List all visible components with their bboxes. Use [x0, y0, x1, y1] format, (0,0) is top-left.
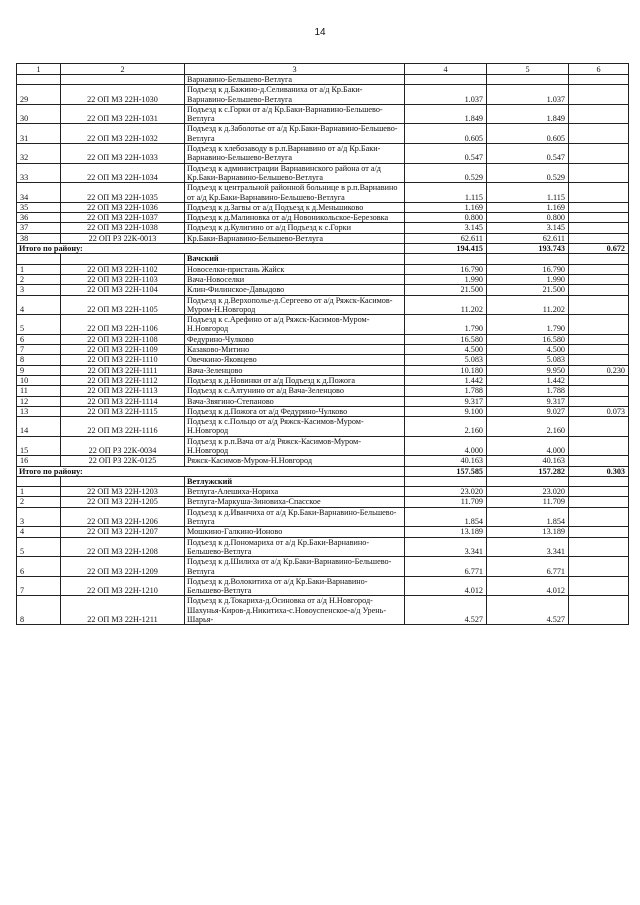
table-row	[17, 436, 629, 456]
district-total-value: 0.672	[569, 244, 629, 254]
road-id-cell	[61, 75, 185, 85]
empty-cell	[17, 254, 61, 264]
length-total-cell: 3.145	[405, 223, 487, 233]
row-number-cell: 8	[17, 596, 61, 625]
length-paved-cell: 1.442	[487, 375, 569, 385]
length-other-cell	[569, 456, 629, 466]
length-other-cell	[569, 557, 629, 577]
table-row	[17, 295, 629, 315]
column-number-header: 6	[569, 64, 629, 75]
length-total-cell: 1.442	[405, 375, 487, 385]
row-number-cell: 8	[17, 355, 61, 365]
row-number-cell: 3	[17, 285, 61, 295]
road-name-cell: Новоселки-пристань Жайск	[185, 264, 405, 274]
length-total-cell: 9.100	[405, 406, 487, 416]
row-number-cell: 3	[17, 507, 61, 527]
length-other-cell	[569, 345, 629, 355]
length-paved-cell: 1.990	[487, 274, 569, 284]
column-number-header: 1	[17, 64, 61, 75]
empty-cell	[61, 254, 185, 264]
table-row	[17, 124, 629, 144]
row-number-cell	[17, 75, 61, 85]
road-id-cell: 22 ОП РЗ 22К-0034	[61, 436, 185, 456]
length-paved-cell: 4.000	[487, 436, 569, 456]
road-id-cell: 22 ОП МЗ 22Н-1105	[61, 295, 185, 315]
road-name-cell: Ветлуга-Маркуша-Зиновиха-Спасское	[185, 497, 405, 507]
length-other-cell	[569, 295, 629, 315]
road-name-cell: Варнавино-Бельшево-Ветлуга	[185, 75, 405, 85]
length-other-cell	[569, 334, 629, 344]
empty-cell	[17, 476, 61, 486]
length-total-cell: 1.990	[405, 274, 487, 284]
page-number: 14	[314, 27, 326, 38]
table-row	[17, 334, 629, 344]
row-number-cell: 11	[17, 386, 61, 396]
district-section-row	[17, 254, 629, 264]
district-total-value: 157.585	[405, 466, 487, 476]
road-name-cell: Овечкино-Яковцево	[185, 355, 405, 365]
row-number-cell: 1	[17, 264, 61, 274]
table-row	[17, 527, 629, 537]
length-total-cell: 2.160	[405, 417, 487, 437]
row-number-cell: 5	[17, 315, 61, 335]
road-name-cell: Казаково-Митино	[185, 345, 405, 355]
length-other-cell	[569, 396, 629, 406]
row-number-cell: 6	[17, 334, 61, 344]
length-total-cell: 1.854	[405, 507, 487, 527]
table-body	[17, 64, 629, 625]
length-total-cell: 1.790	[405, 315, 487, 335]
length-total-cell: 10.180	[405, 365, 487, 375]
district-total-row	[17, 244, 629, 254]
row-number-cell: 9	[17, 365, 61, 375]
length-other-cell	[569, 386, 629, 396]
length-other-cell	[569, 417, 629, 437]
length-other-cell	[569, 436, 629, 456]
length-paved-cell: 0.800	[487, 213, 569, 223]
length-paved-cell: 1.849	[487, 104, 569, 124]
road-id-cell: 22 ОП МЗ 22Н-1106	[61, 315, 185, 335]
road-id-cell: 22 ОП МЗ 22Н-1032	[61, 124, 185, 144]
length-other-cell	[569, 144, 629, 164]
road-name-cell: Подъезд к с.Польцо от а/д Ряжск-Касимов-Муром-Н.Новгород	[185, 417, 405, 437]
length-paved-cell	[487, 75, 569, 85]
road-name-cell: Ряжск-Касимов-Муром-Н.Новгород	[185, 456, 405, 466]
length-paved-cell: 1.790	[487, 315, 569, 335]
row-number-cell: 37	[17, 223, 61, 233]
column-number-header: 2	[61, 64, 185, 75]
road-id-cell: 22 ОП МЗ 22Н-1205	[61, 497, 185, 507]
length-paved-cell: 2.160	[487, 417, 569, 437]
length-total-cell: 13.189	[405, 527, 487, 537]
empty-cell	[569, 476, 629, 486]
length-total-cell	[405, 75, 487, 85]
length-total-cell: 0.800	[405, 213, 487, 223]
row-number-cell: 2	[17, 274, 61, 284]
table-row	[17, 315, 629, 335]
length-other-cell	[569, 527, 629, 537]
table-row	[17, 285, 629, 295]
row-number-cell: 32	[17, 144, 61, 164]
table-row	[17, 537, 629, 557]
row-number-cell: 38	[17, 233, 61, 243]
road-id-cell: 22 ОП МЗ 22Н-1035	[61, 183, 185, 203]
empty-cell	[405, 254, 487, 264]
table-row	[17, 375, 629, 385]
table-row	[17, 417, 629, 437]
length-other-cell	[569, 576, 629, 596]
road-id-cell: 22 ОП МЗ 22Н-1036	[61, 202, 185, 212]
length-paved-cell: 13.189	[487, 527, 569, 537]
row-number-cell: 14	[17, 417, 61, 437]
road-id-cell: 22 ОП МЗ 22Н-1209	[61, 557, 185, 577]
road-id-cell: 22 ОП МЗ 22Н-1033	[61, 144, 185, 164]
row-number-cell: 13	[17, 406, 61, 416]
length-paved-cell: 0.605	[487, 124, 569, 144]
road-name-cell: Подъезд к д.Иванчиха от а/д Кр.Баки-Варнавино-Бельшево-Ветлуга	[185, 507, 405, 527]
road-id-cell: 22 ОП МЗ 22Н-1108	[61, 334, 185, 344]
table-row	[17, 75, 629, 85]
district-name: Вачский	[185, 254, 405, 264]
row-number-cell: 31	[17, 124, 61, 144]
length-other-cell	[569, 285, 629, 295]
road-name-cell: Вача-Новоселки	[185, 274, 405, 284]
length-other-cell	[569, 213, 629, 223]
row-number-cell: 29	[17, 85, 61, 105]
length-other-cell	[569, 497, 629, 507]
district-total-value: 193.743	[487, 244, 569, 254]
length-total-cell: 6.771	[405, 557, 487, 577]
length-other-cell: 0.073	[569, 406, 629, 416]
empty-cell	[569, 254, 629, 264]
table-row	[17, 396, 629, 406]
road-id-cell: 22 ОП МЗ 22Н-1037	[61, 213, 185, 223]
length-other-cell	[569, 596, 629, 625]
road-name-cell: Подъезд к с.Алтунино от а/д Вача-Зеленцово	[185, 386, 405, 396]
road-name-cell: Кр.Баки-Варнавино-Бельшево-Ветлуга	[185, 233, 405, 243]
length-total-cell: 3.341	[405, 537, 487, 557]
length-total-cell: 16.580	[405, 334, 487, 344]
table-row	[17, 345, 629, 355]
length-paved-cell: 3.145	[487, 223, 569, 233]
length-total-cell: 4.527	[405, 596, 487, 625]
table-header-row	[17, 64, 629, 75]
empty-cell	[487, 254, 569, 264]
length-other-cell	[569, 264, 629, 274]
length-total-cell: 62.611	[405, 233, 487, 243]
length-paved-cell: 3.341	[487, 537, 569, 557]
district-total-label: Итого по району:	[17, 466, 405, 476]
length-paved-cell: 11.709	[487, 497, 569, 507]
table-row	[17, 576, 629, 596]
road-name-cell: Подъезд к с.Арефино от а/д Ряжск-Касимов-Муром-Н.Новгород	[185, 315, 405, 335]
road-name-cell: Подъезд к д.Токариха-д.Осиновка от а/д Н.Новгород-Шахунья-Киров-д.Никитиха-с.Новоуспенское-а/д Урень-Шарья-	[185, 596, 405, 625]
road-id-cell: 22 ОП МЗ 22Н-1210	[61, 576, 185, 596]
district-total-value: 157.282	[487, 466, 569, 476]
length-total-cell: 4.012	[405, 576, 487, 596]
row-number-cell: 7	[17, 345, 61, 355]
length-total-cell: 1.169	[405, 202, 487, 212]
table-row	[17, 365, 629, 375]
road-id-cell: 22 ОП МЗ 22Н-1207	[61, 527, 185, 537]
road-name-cell: Подъезд к д.Шилиха от а/д Кр.Баки-Варнавино-Бельшево-Ветлуга	[185, 557, 405, 577]
road-name-cell: Клин-Филинское-Давыдово	[185, 285, 405, 295]
road-id-cell: 22 ОП МЗ 22Н-1112	[61, 375, 185, 385]
table-row	[17, 202, 629, 212]
road-name-cell: Подъезд к д.Новинки от а/д Подъезд к д.Пожога	[185, 375, 405, 385]
row-number-cell: 10	[17, 375, 61, 385]
table-row	[17, 497, 629, 507]
road-name-cell: Подъезд к д.Загвы от а/д Подъезд к д.Меньшиково	[185, 202, 405, 212]
length-paved-cell: 4.500	[487, 345, 569, 355]
road-name-cell: Мошкино-Галкино-Ионово	[185, 527, 405, 537]
length-total-cell: 4.500	[405, 345, 487, 355]
table-row	[17, 596, 629, 625]
road-name-cell: Подъезд к д.Бажино-д.Селиваниха от а/д Кр.Баки-Варнавино-Бельшево-Ветлуга	[185, 85, 405, 105]
length-other-cell	[569, 124, 629, 144]
road-name-cell: Подъезд к д.Пожога от а/д Федурино-Чулково	[185, 406, 405, 416]
road-id-cell: 22 ОП РЗ 22К-0013	[61, 233, 185, 243]
row-number-cell: 36	[17, 213, 61, 223]
row-number-cell: 1	[17, 487, 61, 497]
length-paved-cell: 21.500	[487, 285, 569, 295]
road-id-cell: 22 ОП МЗ 22Н-1114	[61, 396, 185, 406]
length-other-cell	[569, 537, 629, 557]
table-row	[17, 85, 629, 105]
road-id-cell: 22 ОП МЗ 22Н-1038	[61, 223, 185, 233]
length-other-cell	[569, 355, 629, 365]
district-total-value: 0.303	[569, 466, 629, 476]
road-id-cell: 22 ОП МЗ 22Н-1103	[61, 274, 185, 284]
length-paved-cell: 9.317	[487, 396, 569, 406]
road-id-cell: 22 ОП МЗ 22Н-1206	[61, 507, 185, 527]
length-other-cell	[569, 233, 629, 243]
row-number-cell: 7	[17, 576, 61, 596]
road-id-cell: 22 ОП МЗ 22Н-1034	[61, 163, 185, 183]
road-name-cell: Вача-Звягино-Степаново	[185, 396, 405, 406]
length-paved-cell: 0.547	[487, 144, 569, 164]
length-total-cell: 16.790	[405, 264, 487, 274]
road-name-cell: Федурино-Чулково	[185, 334, 405, 344]
table-row	[17, 487, 629, 497]
length-paved-cell: 40.163	[487, 456, 569, 466]
column-number-header: 4	[405, 64, 487, 75]
table-row	[17, 355, 629, 365]
empty-cell	[405, 476, 487, 486]
road-id-cell: 22 ОП МЗ 22Н-1104	[61, 285, 185, 295]
length-paved-cell: 1.854	[487, 507, 569, 527]
table-row	[17, 233, 629, 243]
road-name-cell: Подъезд к д.Кулигино от а/д Подъезд к с.Горки	[185, 223, 405, 233]
length-total-cell: 0.529	[405, 163, 487, 183]
length-other-cell	[569, 183, 629, 203]
length-paved-cell: 1.169	[487, 202, 569, 212]
row-number-cell: 4	[17, 527, 61, 537]
road-id-cell: 22 ОП МЗ 22Н-1211	[61, 596, 185, 625]
row-number-cell: 12	[17, 396, 61, 406]
table-row	[17, 386, 629, 396]
length-other-cell	[569, 315, 629, 335]
road-id-cell: 22 ОП МЗ 22Н-1116	[61, 417, 185, 437]
row-number-cell: 34	[17, 183, 61, 203]
district-name: Ветлужский	[185, 476, 405, 486]
length-paved-cell: 1.788	[487, 386, 569, 396]
table-row	[17, 223, 629, 233]
road-id-cell: 22 ОП РЗ 22К-0125	[61, 456, 185, 466]
table-row	[17, 456, 629, 466]
road-name-cell: Подъезд к администрации Варнавинского района от а/д Кр.Баки-Варнавино-Бельшево-Ветлуга	[185, 163, 405, 183]
length-paved-cell: 11.202	[487, 295, 569, 315]
length-paved-cell: 1.115	[487, 183, 569, 203]
table-row	[17, 406, 629, 416]
length-other-cell	[569, 163, 629, 183]
length-total-cell: 5.083	[405, 355, 487, 365]
road-registry-table	[16, 63, 629, 625]
length-paved-cell: 23.020	[487, 487, 569, 497]
length-total-cell: 1.037	[405, 85, 487, 105]
row-number-cell: 5	[17, 537, 61, 557]
road-id-cell: 22 ОП МЗ 22Н-1031	[61, 104, 185, 124]
road-name-cell: Подъезд к д.Пономариха от а/д Кр.Баки-Варнавино-Бельшево-Ветлуга	[185, 537, 405, 557]
table-row	[17, 213, 629, 223]
length-total-cell: 0.547	[405, 144, 487, 164]
road-id-cell: 22 ОП МЗ 22Н-1208	[61, 537, 185, 557]
length-other-cell	[569, 274, 629, 284]
length-paved-cell: 9.950	[487, 365, 569, 375]
row-number-cell: 4	[17, 295, 61, 315]
district-total-row	[17, 466, 629, 476]
length-total-cell: 23.020	[405, 487, 487, 497]
length-other-cell	[569, 75, 629, 85]
table-row	[17, 163, 629, 183]
length-paved-cell: 5.083	[487, 355, 569, 365]
column-number-header: 3	[185, 64, 405, 75]
road-name-cell: Ветлуга-Алешиха-Нориха	[185, 487, 405, 497]
road-name-cell: Подъезд к с.Горки от а/д Кр.Баки-Варнавино-Бельшево-Ветлуга	[185, 104, 405, 124]
length-other-cell	[569, 507, 629, 527]
row-number-cell: 35	[17, 202, 61, 212]
road-id-cell: 22 ОП МЗ 22Н-1113	[61, 386, 185, 396]
road-name-cell: Подъезд к д.Волокитиха от а/д Кр.Баки-Варнавино-Бельшево-Ветлуга	[185, 576, 405, 596]
empty-cell	[61, 476, 185, 486]
table-row	[17, 183, 629, 203]
road-name-cell: Подъезд к д.Заболотье от а/д Кр.Баки-Варнавино-Бельшево-Ветлуга	[185, 124, 405, 144]
table-row	[17, 557, 629, 577]
length-total-cell: 40.163	[405, 456, 487, 466]
road-id-cell: 22 ОП МЗ 22Н-1030	[61, 85, 185, 105]
length-paved-cell: 1.037	[487, 85, 569, 105]
road-name-cell: Подъезд к д.Верхополье-д.Сергеево от а/д Ряжск-Касимов-Муром-Н.Новгород	[185, 295, 405, 315]
road-name-cell: Подъезд к р.п.Вача от а/д Ряжск-Касимов-Муром-Н.Новгород	[185, 436, 405, 456]
length-paved-cell: 16.790	[487, 264, 569, 274]
row-number-cell: 30	[17, 104, 61, 124]
length-other-cell	[569, 223, 629, 233]
row-number-cell: 15	[17, 436, 61, 456]
row-number-cell: 33	[17, 163, 61, 183]
length-other-cell	[569, 85, 629, 105]
road-id-cell: 22 ОП МЗ 22Н-1110	[61, 355, 185, 365]
road-name-cell: Подъезд к центральной районной больнице в р.п.Варнавино от а/д Кр.Баки-Варнавино-Бельшево-Ветлуга	[185, 183, 405, 203]
length-paved-cell: 9.027	[487, 406, 569, 416]
row-number-cell: 6	[17, 557, 61, 577]
road-id-cell: 22 ОП МЗ 22Н-1109	[61, 345, 185, 355]
length-total-cell: 21.500	[405, 285, 487, 295]
length-other-cell	[569, 487, 629, 497]
length-paved-cell: 4.527	[487, 596, 569, 625]
length-paved-cell: 6.771	[487, 557, 569, 577]
length-other-cell: 0.230	[569, 365, 629, 375]
road-name-cell: Подъезд к хлебозаводу в р.п.Варнавино от а/д Кр.Баки-Варнавино-Бельшево-Ветлуга	[185, 144, 405, 164]
length-total-cell: 11.202	[405, 295, 487, 315]
district-total-label: Итого по району:	[17, 244, 405, 254]
table-row	[17, 104, 629, 124]
length-total-cell: 11.709	[405, 497, 487, 507]
length-total-cell: 1.115	[405, 183, 487, 203]
road-id-cell: 22 ОП МЗ 22Н-1111	[61, 365, 185, 375]
length-paved-cell: 4.012	[487, 576, 569, 596]
table-row	[17, 144, 629, 164]
column-number-header: 5	[487, 64, 569, 75]
row-number-cell: 16	[17, 456, 61, 466]
length-paved-cell: 16.580	[487, 334, 569, 344]
length-other-cell	[569, 202, 629, 212]
road-id-cell: 22 ОП МЗ 22Н-1203	[61, 487, 185, 497]
length-total-cell: 1.849	[405, 104, 487, 124]
table-row	[17, 264, 629, 274]
length-paved-cell: 0.529	[487, 163, 569, 183]
district-total-value: 194.415	[405, 244, 487, 254]
length-other-cell	[569, 375, 629, 385]
road-id-cell: 22 ОП МЗ 22Н-1102	[61, 264, 185, 274]
road-id-cell: 22 ОП МЗ 22Н-1115	[61, 406, 185, 416]
row-number-cell: 2	[17, 497, 61, 507]
length-total-cell: 9.317	[405, 396, 487, 406]
table-row	[17, 507, 629, 527]
length-total-cell: 4.000	[405, 436, 487, 456]
length-total-cell: 1.788	[405, 386, 487, 396]
length-paved-cell: 62.611	[487, 233, 569, 243]
length-total-cell: 0.605	[405, 124, 487, 144]
road-name-cell: Подъезд к д.Малиновка от а/д Новоникольское-Березовка	[185, 213, 405, 223]
length-other-cell	[569, 104, 629, 124]
empty-cell	[487, 476, 569, 486]
road-name-cell: Вача-Зеленцово	[185, 365, 405, 375]
table-row	[17, 274, 629, 284]
district-section-row	[17, 476, 629, 486]
